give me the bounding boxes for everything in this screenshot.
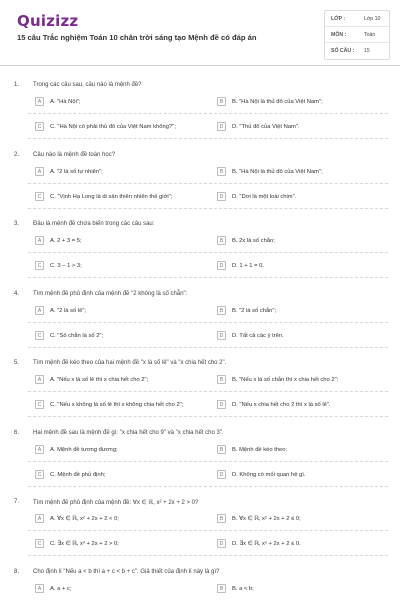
question-text: Đâu là mệnh đề chứa biến trong các câu sau: — [33, 221, 155, 227]
answer-option-c[interactable] — [35, 537, 119, 550]
option-letter-badge: C — [35, 261, 44, 270]
answer-option-d[interactable] — [217, 259, 264, 272]
option-letter-badge: D — [217, 400, 226, 409]
option-letter-badge: A — [35, 584, 44, 593]
option-text: D. "Dơi là một loài chim". — [232, 193, 297, 200]
option-divider — [28, 208, 388, 209]
option-letter-badge: A — [35, 236, 44, 245]
meta-row-count — [325, 43, 389, 59]
option-text: B. 2x là số chẵn; — [232, 237, 275, 244]
option-text: B. "Hà Nội là thủ đô của Việt Nam"; — [232, 168, 323, 175]
option-letter-badge: B — [217, 584, 226, 593]
answer-option-a[interactable] — [35, 443, 118, 456]
option-letter-badge: A — [35, 97, 44, 106]
answer-option-a[interactable] — [35, 234, 82, 247]
answer-option-c[interactable] — [35, 190, 172, 203]
option-divider — [28, 461, 388, 462]
meta-key: MÔN : — [331, 31, 347, 38]
question-number: 6. — [14, 430, 20, 436]
option-text: A. "Hà Nội"; — [50, 98, 81, 105]
question-text: Hai mệnh đề sau là mệnh đề gì: "x chia hết cho 9" và "x chia hết cho 3". — [33, 430, 224, 436]
option-letter-badge: B — [217, 445, 226, 454]
option-letter-badge: D — [217, 331, 226, 340]
option-divider — [28, 322, 388, 323]
option-letter-badge: A — [35, 167, 44, 176]
option-letter-badge: C — [35, 400, 44, 409]
answer-option-d[interactable] — [217, 329, 284, 342]
option-letter-badge: D — [217, 470, 226, 479]
option-letter-badge: B — [217, 236, 226, 245]
option-divider — [28, 391, 388, 392]
option-text: B. a < b; — [232, 585, 254, 592]
option-text: B. "2 là số chẵn"; — [232, 307, 277, 314]
option-letter-badge: C — [35, 331, 44, 340]
option-text: B. Mệnh đề kéo theo; — [232, 446, 288, 453]
answer-option-d[interactable] — [217, 120, 299, 133]
option-letter-badge: D — [217, 192, 226, 201]
answer-option-c[interactable] — [35, 398, 183, 411]
option-divider — [28, 252, 388, 253]
option-text: C. Mệnh đề phủ định; — [50, 471, 106, 478]
option-letter-badge: C — [35, 122, 44, 131]
answer-option-a[interactable] — [35, 582, 71, 595]
option-text: B. "Hà Nội là thủ đô của Việt Nam"; — [232, 98, 323, 105]
question-number: 1. — [14, 82, 20, 88]
answer-option-b[interactable] — [217, 165, 323, 178]
option-text: A. "Nếu x là số lẻ thì x chia hết cho 2"; — [50, 376, 149, 383]
question-number: 5. — [14, 360, 20, 366]
option-divider — [28, 555, 388, 556]
option-letter-badge: A — [35, 445, 44, 454]
answer-option-b[interactable] — [217, 582, 254, 595]
option-text: A. ∀x ∈ ℝ, x² + 2x + 2 < 0; — [50, 515, 119, 522]
option-divider — [28, 113, 388, 114]
answer-option-a[interactable] — [35, 165, 103, 178]
option-text: A. Mệnh đề tương đương; — [50, 446, 118, 453]
answer-option-c[interactable] — [35, 120, 176, 133]
option-divider — [28, 138, 388, 139]
question-text: Tìm mệnh đề phủ định của mệnh đề "2 không là số chẵn": — [33, 291, 188, 297]
option-text: D. "Thủ đô của Việt Nam". — [232, 123, 300, 130]
option-text: A. "2 là số lẻ"; — [50, 307, 87, 314]
meta-table — [324, 10, 390, 60]
option-text: D. 1 + 1 = 0. — [232, 262, 264, 269]
option-letter-badge: B — [217, 306, 226, 315]
option-letter-badge: C — [35, 539, 44, 548]
question-text: Trong các câu sau, câu nào là mệnh đề? — [33, 82, 142, 88]
option-text: A. "2 là số tự nhiên"; — [50, 168, 103, 175]
meta-value: Lớp 10 — [364, 15, 381, 22]
answer-option-a[interactable] — [35, 512, 119, 525]
meta-value: Toán — [364, 31, 376, 38]
answer-option-d[interactable] — [217, 398, 331, 411]
document-title: 15 câu Trắc nghiệm Toán 10 chân trời sáng tạo Mệnh đề có đáp án — [17, 33, 257, 42]
answer-option-b[interactable] — [217, 373, 338, 386]
option-divider — [28, 486, 388, 487]
option-text: C. ∃x ∈ ℝ, x² + 2x + 2 > 0; — [50, 540, 119, 547]
option-divider — [28, 347, 388, 348]
answer-option-a[interactable] — [35, 373, 148, 386]
option-text: C. 3 – 1 > 3; — [50, 262, 82, 269]
option-letter-badge: D — [217, 122, 226, 131]
option-text: C. "Vịnh Hạ Long là di sản thiên nhiên thế giới"; — [50, 193, 173, 200]
option-text: D. "Nếu x chia hết cho 2 thì x là số lẻ". — [232, 401, 331, 408]
meta-key: SỐ CÂU : — [331, 48, 355, 54]
answer-option-b[interactable] — [217, 304, 276, 317]
quizizz-logo: Quizizz — [17, 12, 79, 30]
answer-option-c[interactable] — [35, 468, 105, 481]
question-text: Cho định lí "Nếu a < b thì a + c < b + c". Giả thiết của định lí này là gì? — [33, 569, 220, 575]
answer-option-c[interactable] — [35, 329, 103, 342]
option-letter-badge: D — [217, 539, 226, 548]
option-text: C. "Số chẵn là số 2"; — [50, 332, 104, 339]
answer-option-b[interactable] — [217, 512, 301, 525]
document-header — [0, 0, 400, 66]
option-letter-badge: A — [35, 514, 44, 523]
option-text: D. ∃x ∈ ℝ, x² + 2x + 2 ≤ 0. — [232, 540, 301, 547]
option-divider — [28, 183, 388, 184]
option-text: C. "Nếu x không là số lẻ thì x không chia hết cho 2"; — [50, 401, 184, 408]
answer-option-b[interactable] — [217, 443, 287, 456]
question-text: Câu nào là mệnh đề toán học? — [33, 152, 116, 158]
option-text: C. "Hà Nội có phải thủ đô của Việt Nam không?"; — [50, 123, 176, 130]
option-text: A. 2 + 3 = 5; — [50, 237, 82, 244]
option-text: B. "Nếu x là số chẵn thì x chia hết cho 2"; — [232, 376, 339, 383]
question-text: Tìm mệnh đề kéo theo của hai mệnh đề "x là số lẻ" và "x chia hết cho 2". — [33, 360, 227, 366]
answer-option-a[interactable] — [35, 304, 86, 317]
option-letter-badge: A — [35, 306, 44, 315]
answer-option-a[interactable] — [35, 95, 81, 108]
answer-option-b[interactable] — [217, 95, 323, 108]
question-text: Tìm mệnh đề phủ định của mệnh đề: ∀x ∈ ℝ, x² + 2x + 2 > 0? — [33, 500, 199, 506]
option-divider — [28, 530, 388, 531]
question-number: 8. — [14, 569, 20, 575]
option-letter-badge: B — [217, 97, 226, 106]
option-text: A. a + c; — [50, 585, 72, 592]
answer-option-d[interactable] — [217, 537, 301, 550]
question-number: 3. — [14, 221, 20, 227]
option-letter-badge: D — [217, 261, 226, 270]
meta-row-subject — [325, 27, 389, 43]
option-letter-badge: B — [217, 375, 226, 384]
question-number: 7. — [14, 499, 20, 505]
question-number: 2. — [14, 152, 20, 158]
option-letter-badge: B — [217, 167, 226, 176]
option-letter-badge: B — [217, 514, 226, 523]
answer-option-d[interactable] — [217, 468, 305, 481]
question-number: 4. — [14, 291, 20, 297]
answer-option-d[interactable] — [217, 190, 296, 203]
option-divider — [28, 277, 388, 278]
answer-option-c[interactable] — [35, 259, 82, 272]
answer-option-b[interactable] — [217, 234, 275, 247]
option-text: B. ∀x ∈ ℝ, x² + 2x + 2 ≤ 0; — [232, 515, 301, 522]
option-text: D. Không có mối quan hệ gì. — [232, 471, 306, 478]
option-letter-badge: A — [35, 375, 44, 384]
meta-row-grade — [325, 11, 389, 27]
option-letter-badge: C — [35, 470, 44, 479]
meta-key: LỚP : — [331, 15, 346, 22]
meta-value: 15 — [364, 48, 370, 54]
option-divider — [28, 416, 388, 417]
option-text: D. Tất cả các ý trên. — [232, 332, 284, 339]
option-letter-badge: C — [35, 192, 44, 201]
